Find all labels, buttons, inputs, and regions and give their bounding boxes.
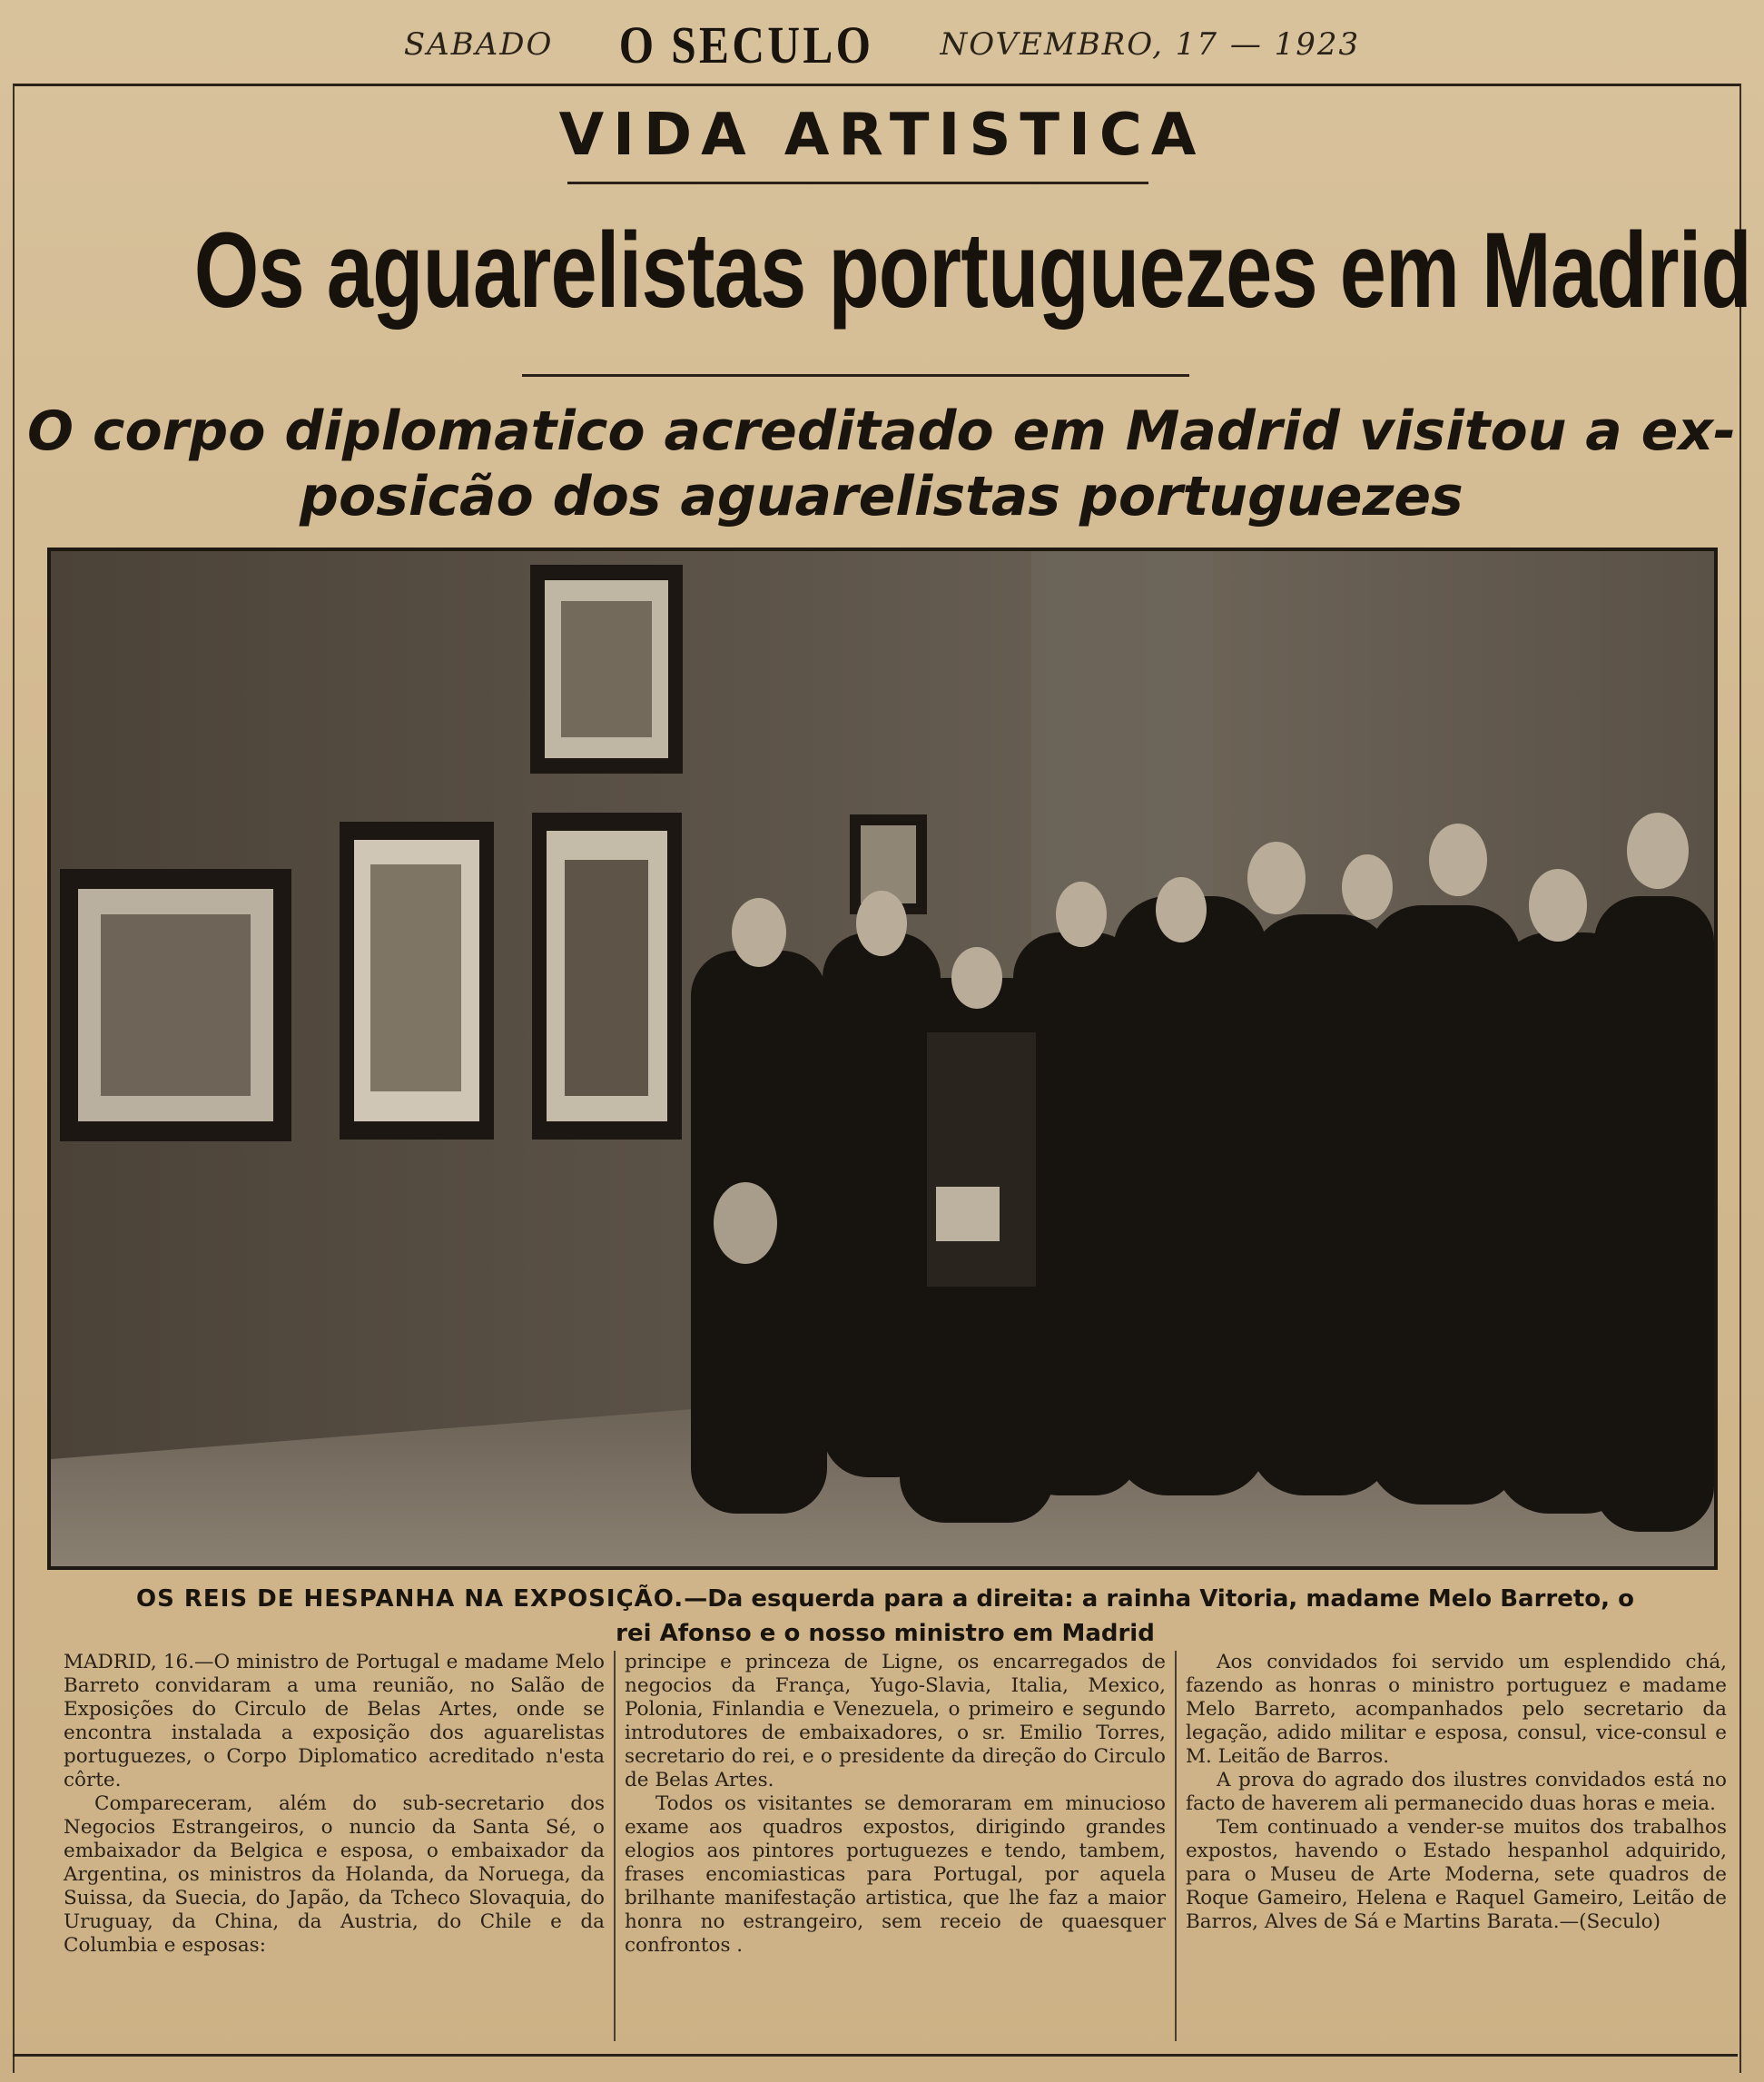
article-paragraph: A prova do agrado dos ilustres convidados está no facto de haverem ali permanecido duas horas e meia.	[1186, 1769, 1727, 1815]
subhead-line-1: O corpo diplomatico acreditado em Madrid visitou a ex-	[27, 400, 1736, 463]
masthead	[0, 13, 1764, 76]
framed-painting	[60, 869, 291, 1141]
article-column-2	[614, 1651, 1175, 2041]
group-of-visitors	[691, 896, 1714, 1532]
section-rule	[567, 182, 1148, 184]
article-paragraph: Todos os visitantes se demoraram em minucioso exame aos quadros expostos, dirigindo grandes elogios aos pintores portuguezes e tendo, tambem, frases encomiasticas para Portugal, por aquela brilhante manifestação artistica, que lhe faz a maior honra no estrangeiro, sem receio de quaesquer confrontos .	[625, 1792, 1166, 1957]
article-body	[54, 1651, 1736, 2041]
article-paragraph: Compareceram, além do sub-secretario dos Negocios Estrangeiros, o nuncio da Santa Sé, o embaixador da Belgica e esposa, o embaixador da Argentina, os ministros da Holanda, da Noruega, da Suissa, da Suecia, do Japão, da Tcheco Slovaquia, do Uruguay, da China, da Austria, do Chile e da Columbia e esposas:	[64, 1792, 605, 1957]
framed-painting	[532, 813, 682, 1140]
exhibition-photo	[47, 548, 1718, 1570]
caption-line-2: rei Afonso e o nosso ministro em Madrid	[616, 1620, 1155, 1647]
masthead-date: NOVEMBRO, 17 — 1923	[940, 26, 1361, 63]
section-title: VIDA ARTISTICA	[558, 102, 1206, 169]
framed-painting	[530, 565, 683, 774]
article-paragraph: Aos convidados foi servido um esplendido chá, fazendo as honras o ministro portuguez e madame Melo Barreto, acompanhados pelo secretario da legação, adido militar e esposa, consul, vice-consul e M. Leitão de Barros.	[1186, 1651, 1727, 1768]
headline: Os aguarelistas portuguezes em Madrid	[193, 211, 1752, 331]
article-paragraph: principe e princeza de Ligne, os encarregados de negocios da França, Yugo-Slavia, Italia, Mexico, Polonia, Finlandia e Venezuela, o primeiro e segundo introdutores de embaixadores, o sr. Emilio Torres, secretario do rei, e o presidente da direção do Circulo de Belas Artes.	[625, 1651, 1166, 1791]
photo-caption	[27, 1582, 1743, 1651]
article-column-1	[54, 1651, 614, 2041]
headline-rule	[522, 374, 1189, 377]
masthead-day: SABADO	[403, 26, 554, 63]
masthead-newspaper-name: O SECULO	[619, 15, 874, 74]
photo-illustration	[51, 551, 1714, 1566]
framed-painting	[340, 822, 494, 1140]
article-column-3	[1175, 1651, 1736, 2041]
article-paragraph: Tem continuado a vender-se muitos dos trabalhos expostos, havendo o Estado hespanhol adquirido, para o Museu de Arte Moderna, sete quadros de Roque Gameiro, Helena e Raquel Gameiro, Leitão de Barros, Alves de Sá e Martins Barata.—(Seculo)	[1186, 1816, 1727, 1933]
article-paragraph: MADRID, 16.—O ministro de Portugal e madame Melo Barreto convidaram a uma reunião, no Salão de Exposições do Circulo de Belas Artes, onde se encontra instalada a exposição dos aguarelistas portuguezes, o Corpo Diplomatico acreditado n'esta côrte.	[64, 1651, 605, 1791]
subhead-line-2: posicão dos aguarelistas portuguezes	[300, 465, 1463, 528]
caption-line-1: —Da esquerda para a direita: a rainha Vitoria, madame Melo Barreto, o	[684, 1585, 1634, 1613]
clipping-bottom-rule	[13, 2054, 1738, 2057]
caption-lead: OS REIS DE HESPANHA NA EXPOSIÇÃO.	[136, 1585, 685, 1613]
